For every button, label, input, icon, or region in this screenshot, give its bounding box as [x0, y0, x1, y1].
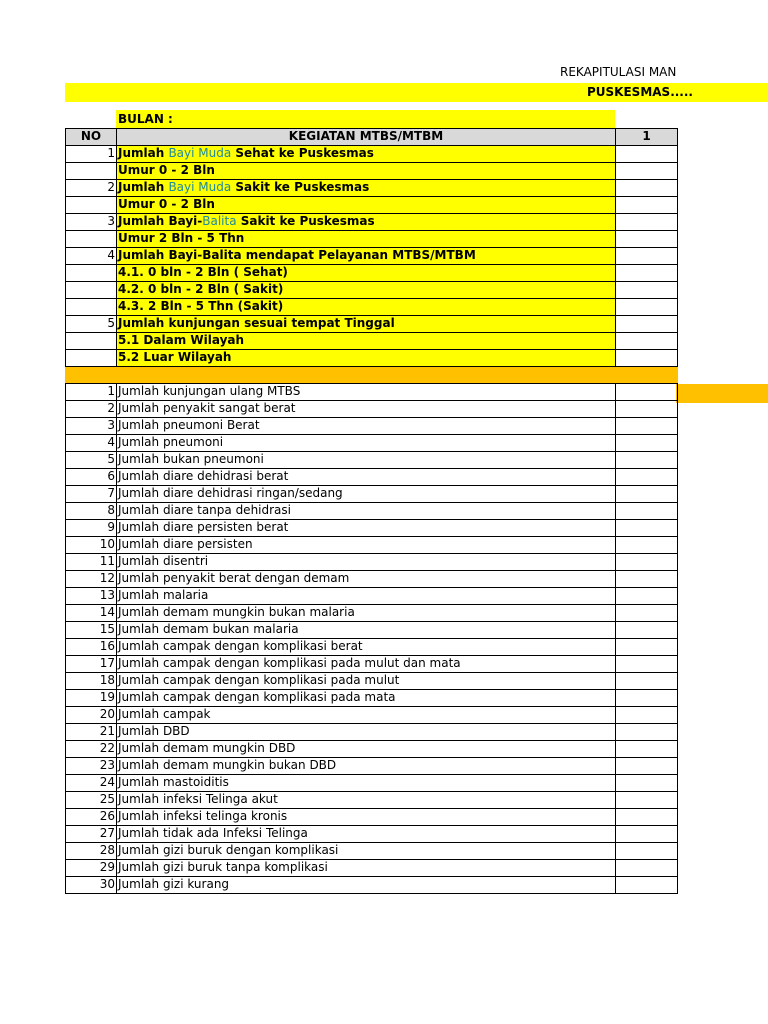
- separator-cell: [616, 367, 678, 384]
- kegiatan-text: Jumlah Bayi-Balita mendapat Pelayanan MTBS/MTBM: [118, 248, 476, 262]
- row-kegiatan: Jumlah campak dengan komplikasi pada mulut: [117, 673, 616, 690]
- row-kegiatan: Jumlah tidak ada Infeksi Telinga: [117, 826, 616, 843]
- row-kegiatan: Jumlah infeksi telinga kronis: [117, 809, 616, 826]
- table-row: [66, 163, 678, 180]
- row-kegiatan: [117, 282, 616, 299]
- table-row: [66, 248, 678, 265]
- separator-cell: [66, 367, 117, 384]
- row-number: [66, 163, 117, 180]
- month-1-value-cell[interactable]: [616, 877, 678, 894]
- table-row: [66, 469, 678, 486]
- table-row: [66, 775, 678, 792]
- row-number: 30: [66, 877, 117, 894]
- table-row: [66, 843, 678, 860]
- month-1-value-cell[interactable]: [616, 622, 678, 639]
- row-number: 22: [66, 741, 117, 758]
- row-number: 20: [66, 707, 117, 724]
- row-number: [66, 265, 117, 282]
- month-1-value-cell[interactable]: [616, 690, 678, 707]
- month-1-value-cell[interactable]: [616, 265, 678, 282]
- table-row: [66, 299, 678, 316]
- row-number: [66, 299, 117, 316]
- month-1-value-cell[interactable]: [616, 214, 678, 231]
- kegiatan-text: Umur 0 - 2 Bln: [118, 163, 215, 177]
- month-1-value-cell[interactable]: [616, 605, 678, 622]
- table-header-row: [66, 129, 678, 146]
- row-kegiatan: Jumlah bukan pneumoni: [117, 452, 616, 469]
- month-1-value-cell[interactable]: [616, 384, 678, 401]
- kegiatan-text: Jumlah Bayi-: [118, 214, 203, 228]
- month-1-value-cell[interactable]: [616, 826, 678, 843]
- table-row: [66, 231, 678, 248]
- month-1-value-cell[interactable]: [616, 163, 678, 180]
- row-kegiatan: [117, 180, 616, 197]
- table-row: [66, 639, 678, 656]
- row-number: 8: [66, 503, 117, 520]
- row-number: 9: [66, 520, 117, 537]
- row-kegiatan: Jumlah penyakit sangat berat: [117, 401, 616, 418]
- month-1-value-cell[interactable]: [616, 401, 678, 418]
- month-1-value-cell[interactable]: [616, 180, 678, 197]
- kegiatan-text: Bayi Muda: [168, 146, 232, 160]
- row-kegiatan: [117, 333, 616, 350]
- row-number: 28: [66, 843, 117, 860]
- kegiatan-text: Balita: [202, 214, 237, 228]
- row-kegiatan: Jumlah campak dengan komplikasi pada mata: [117, 690, 616, 707]
- table-row: [66, 265, 678, 282]
- kegiatan-text: Umur 2 Bln - 5 Thn: [118, 231, 245, 245]
- kegiatan-text: Sakit ke Puskesmas: [236, 214, 375, 228]
- month-1-value-cell[interactable]: [616, 639, 678, 656]
- row-kegiatan: [117, 146, 616, 163]
- month-1-value-cell[interactable]: [616, 316, 678, 333]
- table-row: [66, 537, 678, 554]
- row-kegiatan: [117, 265, 616, 282]
- month-1-value-cell[interactable]: [616, 588, 678, 605]
- table-row: [66, 503, 678, 520]
- row-kegiatan: Jumlah gizi buruk dengan komplikasi: [117, 843, 616, 860]
- month-1-value-cell[interactable]: [616, 299, 678, 316]
- row-kegiatan: Jumlah campak dengan komplikasi berat: [117, 639, 616, 656]
- row-number: 5: [66, 316, 117, 333]
- row-number: 4: [66, 435, 117, 452]
- row-number: 10: [66, 537, 117, 554]
- row-kegiatan: Jumlah diare tanpa dehidrasi: [117, 503, 616, 520]
- row-number: 15: [66, 622, 117, 639]
- month-1-value-cell[interactable]: [616, 554, 678, 571]
- table-row: [66, 554, 678, 571]
- month-1-value-cell[interactable]: [616, 146, 678, 163]
- month-1-value-cell[interactable]: [616, 486, 678, 503]
- table-row: [66, 724, 678, 741]
- month-1-value-cell[interactable]: [616, 520, 678, 537]
- table-row: [66, 401, 678, 418]
- row-number: 21: [66, 724, 117, 741]
- row-number: 24: [66, 775, 117, 792]
- month-1-value-cell[interactable]: [616, 282, 678, 299]
- row-number: [66, 350, 117, 367]
- kegiatan-text: 4.1. 0 bln - 2 Bln ( Sehat): [118, 265, 288, 279]
- row-number: 27: [66, 826, 117, 843]
- kegiatan-text: Sehat ke Puskesmas: [231, 146, 374, 160]
- month-1-value-cell[interactable]: [616, 673, 678, 690]
- month-1-value-cell[interactable]: [616, 452, 678, 469]
- table-row: [66, 435, 678, 452]
- table-row: [66, 673, 678, 690]
- month-1-value-cell[interactable]: [616, 197, 678, 214]
- row-kegiatan: [117, 231, 616, 248]
- table-row: [66, 826, 678, 843]
- row-kegiatan: Jumlah malaria: [117, 588, 616, 605]
- month-1-value-cell[interactable]: [616, 775, 678, 792]
- row-kegiatan: [117, 316, 616, 333]
- table-row: [66, 384, 678, 401]
- month-1-value-cell[interactable]: [616, 656, 678, 673]
- separator-cell: [117, 367, 616, 384]
- row-number: [66, 231, 117, 248]
- month-1-value-cell[interactable]: [616, 741, 678, 758]
- row-number: 16: [66, 639, 117, 656]
- table-row: [66, 690, 678, 707]
- row-kegiatan: Jumlah mastoiditis: [117, 775, 616, 792]
- header-month-1: 1: [616, 129, 678, 146]
- row-number: 1: [66, 384, 117, 401]
- row-number: 19: [66, 690, 117, 707]
- row-kegiatan: Jumlah gizi kurang: [117, 877, 616, 894]
- table-row: [66, 180, 678, 197]
- row-number: 4: [66, 248, 117, 265]
- month-1-value-cell[interactable]: [616, 435, 678, 452]
- row-kegiatan: Jumlah gizi buruk tanpa komplikasi: [117, 860, 616, 877]
- month-1-value-cell[interactable]: [616, 707, 678, 724]
- table-row: [66, 520, 678, 537]
- row-number: 1: [66, 146, 117, 163]
- row-number: 14: [66, 605, 117, 622]
- table-row: [66, 622, 678, 639]
- table-row: [66, 792, 678, 809]
- table-row: [66, 707, 678, 724]
- row-kegiatan: [117, 214, 616, 231]
- row-number: [66, 197, 117, 214]
- row-number: 2: [66, 180, 117, 197]
- month-1-value-cell[interactable]: [616, 418, 678, 435]
- table-row: [66, 605, 678, 622]
- kegiatan-text: Jumlah: [118, 146, 169, 160]
- row-number: 7: [66, 486, 117, 503]
- row-kegiatan: Jumlah kunjungan ulang MTBS: [117, 384, 616, 401]
- kegiatan-text: Umur 0 - 2 Bln: [118, 197, 215, 211]
- row-kegiatan: Jumlah demam bukan malaria: [117, 622, 616, 639]
- row-kegiatan: Jumlah pneumoni Berat: [117, 418, 616, 435]
- kegiatan-text: 5.2 Luar Wilayah: [118, 350, 232, 364]
- row-number: [66, 282, 117, 299]
- row-number: 25: [66, 792, 117, 809]
- row-kegiatan: Jumlah campak: [117, 707, 616, 724]
- table-row: [66, 452, 678, 469]
- table-row: [66, 877, 678, 894]
- month-1-value-cell[interactable]: [616, 724, 678, 741]
- month-1-value-cell[interactable]: [616, 758, 678, 775]
- month-1-value-cell[interactable]: [616, 469, 678, 486]
- section-separator-extension: [676, 384, 768, 403]
- row-kegiatan: Jumlah disentri: [117, 554, 616, 571]
- row-kegiatan: Jumlah diare persisten berat: [117, 520, 616, 537]
- kegiatan-text: Jumlah kunjungan sesuai tempat Tinggal: [118, 316, 395, 330]
- row-kegiatan: Jumlah diare dehidrasi berat: [117, 469, 616, 486]
- table-row: [66, 197, 678, 214]
- header-kegiatan: KEGIATAN MTBS/MTBM: [117, 129, 616, 146]
- row-number: [66, 333, 117, 350]
- bulan-label: BULAN :: [116, 110, 615, 129]
- month-1-value-cell[interactable]: [616, 503, 678, 520]
- row-number: 13: [66, 588, 117, 605]
- table-row: [66, 418, 678, 435]
- row-number: 17: [66, 656, 117, 673]
- table-row: [66, 350, 678, 367]
- row-kegiatan: Jumlah infeksi Telinga akut: [117, 792, 616, 809]
- row-kegiatan: Jumlah campak dengan komplikasi pada mulut dan mata: [117, 656, 616, 673]
- kegiatan-text: 4.2. 0 bln - 2 Bln ( Sakit): [118, 282, 284, 296]
- table-row: [66, 860, 678, 877]
- month-1-value-cell[interactable]: [616, 571, 678, 588]
- month-1-value-cell[interactable]: [616, 843, 678, 860]
- table-row: [66, 809, 678, 826]
- mtbs-recap-table: [65, 128, 678, 894]
- row-number: 6: [66, 469, 117, 486]
- row-number: 23: [66, 758, 117, 775]
- row-kegiatan: [117, 163, 616, 180]
- kegiatan-text: 5.1 Dalam Wilayah: [118, 333, 245, 347]
- row-number: 3: [66, 214, 117, 231]
- table-row: [66, 571, 678, 588]
- row-number: 29: [66, 860, 117, 877]
- table-row: [66, 656, 678, 673]
- section-separator-row: [66, 367, 678, 384]
- table-row: [66, 146, 678, 163]
- row-kegiatan: Jumlah demam mungkin bukan DBD: [117, 758, 616, 775]
- row-kegiatan: [117, 248, 616, 265]
- table-row: [66, 316, 678, 333]
- kegiatan-text: Bayi Muda: [168, 180, 232, 194]
- table-row: [66, 282, 678, 299]
- row-kegiatan: [117, 350, 616, 367]
- table-row: [66, 333, 678, 350]
- row-number: 12: [66, 571, 117, 588]
- row-kegiatan: Jumlah DBD: [117, 724, 616, 741]
- row-kegiatan: Jumlah pneumoni: [117, 435, 616, 452]
- row-kegiatan: [117, 299, 616, 316]
- table-row: [66, 741, 678, 758]
- kegiatan-text: 4.3. 2 Bln - 5 Thn (Sakit): [118, 299, 284, 313]
- row-number: 11: [66, 554, 117, 571]
- kegiatan-text: Jumlah: [118, 180, 169, 194]
- row-number: 3: [66, 418, 117, 435]
- row-kegiatan: Jumlah diare persisten: [117, 537, 616, 554]
- row-number: 5: [66, 452, 117, 469]
- report-title: REKAPITULASI MAN: [560, 65, 677, 79]
- table-row: [66, 214, 678, 231]
- month-1-value-cell[interactable]: [616, 792, 678, 809]
- month-1-value-cell[interactable]: [616, 248, 678, 265]
- row-number: 18: [66, 673, 117, 690]
- row-number: 2: [66, 401, 117, 418]
- row-kegiatan: [117, 197, 616, 214]
- month-1-value-cell[interactable]: [616, 333, 678, 350]
- row-kegiatan: Jumlah penyakit berat dengan demam: [117, 571, 616, 588]
- row-kegiatan: Jumlah diare dehidrasi ringan/sedang: [117, 486, 616, 503]
- header-no: NO: [66, 129, 117, 146]
- table-row: [66, 758, 678, 775]
- row-kegiatan: Jumlah demam mungkin bukan malaria: [117, 605, 616, 622]
- table-row: [66, 588, 678, 605]
- table-row: [66, 486, 678, 503]
- row-kegiatan: Jumlah demam mungkin DBD: [117, 741, 616, 758]
- month-1-value-cell[interactable]: [616, 860, 678, 877]
- month-1-value-cell[interactable]: [616, 231, 678, 248]
- month-1-value-cell[interactable]: [616, 809, 678, 826]
- report-subtitle: PUSKESMAS.....: [587, 85, 693, 99]
- month-1-value-cell[interactable]: [616, 537, 678, 554]
- month-1-value-cell[interactable]: [616, 350, 678, 367]
- row-number: 26: [66, 809, 117, 826]
- kegiatan-text: Sakit ke Puskesmas: [231, 180, 370, 194]
